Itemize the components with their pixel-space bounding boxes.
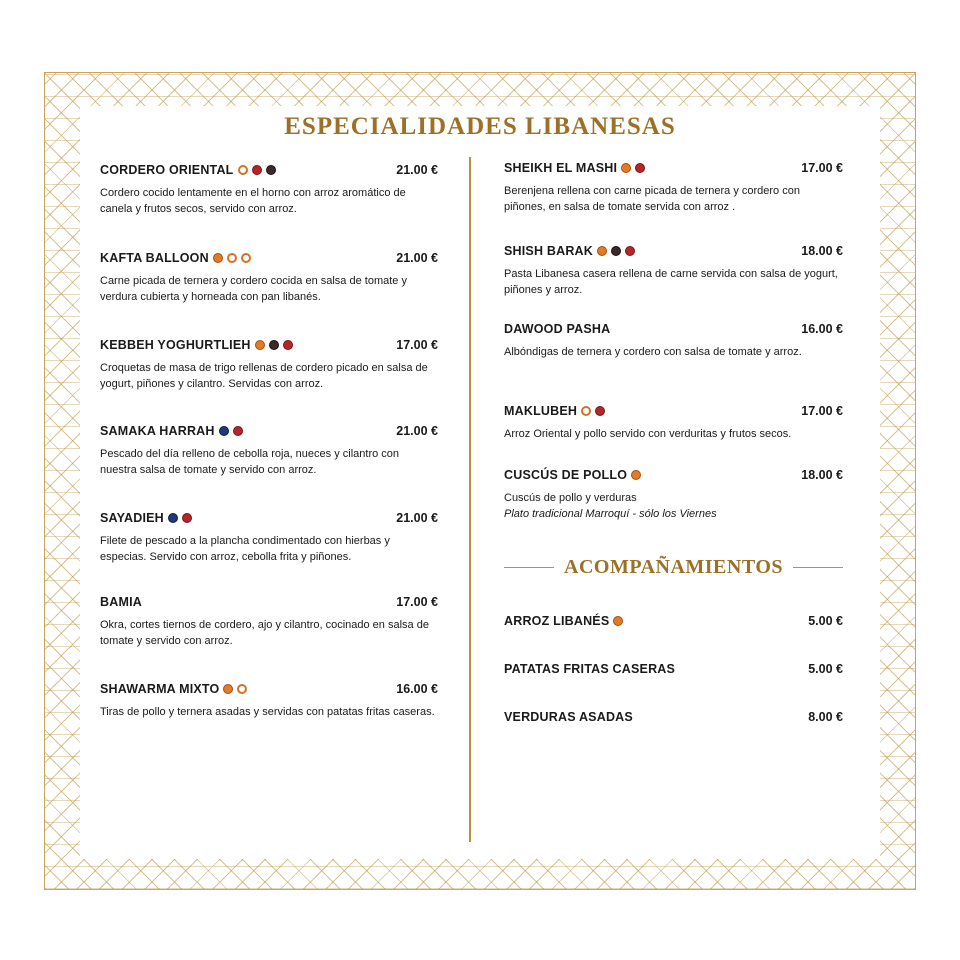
item-name: SAMAKA HARRAH bbox=[100, 424, 243, 438]
item-name: KEBBEH YOGHURTLIEH bbox=[100, 338, 293, 352]
item-description: Arroz Oriental y pollo servido con verduritas y frutos secos. bbox=[504, 428, 792, 440]
item-description: Albóndigas de ternera y cordero con salsa de tomate y arroz. bbox=[504, 346, 802, 358]
menu-item bbox=[504, 320, 843, 360]
item-price: 16.00 € bbox=[801, 322, 843, 336]
item-price: 5.00 € bbox=[808, 614, 843, 628]
item-name: SAYADIEH bbox=[100, 511, 192, 525]
allergen-icon bbox=[611, 246, 621, 256]
menu-item bbox=[100, 336, 438, 392]
menu-item bbox=[100, 161, 438, 217]
item-name: BAMIA bbox=[100, 595, 142, 609]
allergen-icon bbox=[625, 246, 635, 256]
item-description: Croquetas de masa de trigo rellenas de cordero picado en salsa de yogurt, piñones y cilantro. Servidas con arroz. bbox=[100, 362, 428, 390]
allergen-icon bbox=[182, 513, 192, 523]
allergen-icon bbox=[595, 406, 605, 416]
menu-item bbox=[504, 242, 843, 298]
item-name: KAFTA BALLOON bbox=[100, 251, 251, 265]
item-price: 17.00 € bbox=[396, 595, 438, 609]
section-header bbox=[504, 556, 843, 579]
item-price: 21.00 € bbox=[396, 163, 438, 177]
item-name: DAWOOD PASHA bbox=[504, 322, 611, 336]
item-description: Pescado del día relleno de cebolla roja, nueces y cilantro con nuestra salsa de tomate y servido con arroz. bbox=[100, 448, 400, 476]
allergen-icon bbox=[241, 253, 251, 263]
item-name: CUSCÚS DE POLLO bbox=[504, 468, 641, 482]
item-name: VERDURAS ASADAS bbox=[504, 710, 633, 724]
item-description: Cordero cocido lentamente en el horno con arroz aromático de canela y frutos secos, servido con arroz. bbox=[100, 187, 406, 215]
item-price: 17.00 € bbox=[801, 161, 843, 175]
item-description: Pasta Libanesa casera rellena de carne servida con salsa de yogurt, piñones y arroz. bbox=[504, 268, 838, 296]
allergen-icon bbox=[597, 246, 607, 256]
allergen-icon bbox=[252, 165, 262, 175]
allergen-icon bbox=[219, 426, 229, 436]
allergen-icon bbox=[581, 406, 591, 416]
item-note: Plato tradicional Marroquí - sólo los Viernes bbox=[504, 508, 717, 520]
item-name: MAKLUBEH bbox=[504, 404, 605, 418]
item-price: 17.00 € bbox=[801, 404, 843, 418]
allergen-icon bbox=[168, 513, 178, 523]
allergen-icon bbox=[266, 165, 276, 175]
allergen-icon bbox=[227, 253, 237, 263]
item-price: 17.00 € bbox=[396, 338, 438, 352]
section-title: ACOMPAÑAMIENTOS bbox=[564, 556, 783, 578]
item-name: CORDERO ORIENTAL bbox=[100, 163, 276, 177]
item-price: 21.00 € bbox=[396, 251, 438, 265]
item-description: Tiras de pollo y ternera asadas y servidas con patatas fritas caseras. bbox=[100, 706, 435, 718]
item-description: Cuscús de pollo y verduras bbox=[504, 492, 637, 504]
item-name: SHAWARMA MIXTO bbox=[100, 682, 247, 696]
side-item bbox=[504, 612, 843, 630]
allergen-icon bbox=[621, 163, 631, 173]
allergen-icon bbox=[213, 253, 223, 263]
item-price: 21.00 € bbox=[396, 511, 438, 525]
allergen-icon bbox=[237, 684, 247, 694]
menu-item bbox=[504, 466, 843, 522]
allergen-icon bbox=[631, 470, 641, 480]
allergen-icon bbox=[255, 340, 265, 350]
menu-item bbox=[504, 402, 843, 442]
item-description: Carne picada de ternera y cordero cocida en salsa de tomate y verdura cubierta y horneada con pan libanés. bbox=[100, 275, 407, 303]
side-item bbox=[504, 708, 843, 726]
divider-line bbox=[504, 567, 554, 568]
allergen-icon bbox=[233, 426, 243, 436]
menu-item bbox=[100, 509, 438, 565]
item-price: 21.00 € bbox=[396, 424, 438, 438]
menu-item bbox=[100, 680, 438, 720]
item-description: Okra, cortes tiernos de cordero, ajo y cilantro, cocinado en salsa de tomate y servido con arroz. bbox=[100, 619, 429, 647]
column-divider bbox=[469, 157, 471, 842]
allergen-icon bbox=[223, 684, 233, 694]
menu-item bbox=[504, 159, 843, 215]
allergen-icon bbox=[613, 616, 623, 626]
side-item bbox=[504, 660, 843, 678]
menu-item bbox=[100, 593, 438, 649]
item-name: SHEIKH EL MASHI bbox=[504, 161, 645, 175]
item-description: Filete de pescado a la plancha condimentado con hierbas y especias. Servido con arroz, cebolla frita y piñones. bbox=[100, 535, 390, 563]
item-price: 16.00 € bbox=[396, 682, 438, 696]
allergen-icon bbox=[238, 165, 248, 175]
page-title: ESPECIALIDADES LIBANESAS bbox=[284, 113, 676, 140]
item-description: Berenjena rellena con carne picada de ternera y cordero con piñones, en salsa de tomate servida con arroz . bbox=[504, 185, 800, 213]
divider-line bbox=[793, 567, 843, 568]
item-name: ARROZ LIBANÉS bbox=[504, 614, 623, 628]
item-name: PATATAS FRITAS CASERAS bbox=[504, 662, 676, 676]
allergen-icon bbox=[283, 340, 293, 350]
item-name: SHISH BARAK bbox=[504, 244, 635, 258]
item-price: 18.00 € bbox=[801, 244, 843, 258]
item-price: 8.00 € bbox=[808, 710, 843, 724]
allergen-icon bbox=[635, 163, 645, 173]
allergen-icon bbox=[269, 340, 279, 350]
item-price: 18.00 € bbox=[801, 468, 843, 482]
menu-item bbox=[100, 249, 438, 305]
menu-item bbox=[100, 422, 438, 478]
item-price: 5.00 € bbox=[808, 662, 843, 676]
